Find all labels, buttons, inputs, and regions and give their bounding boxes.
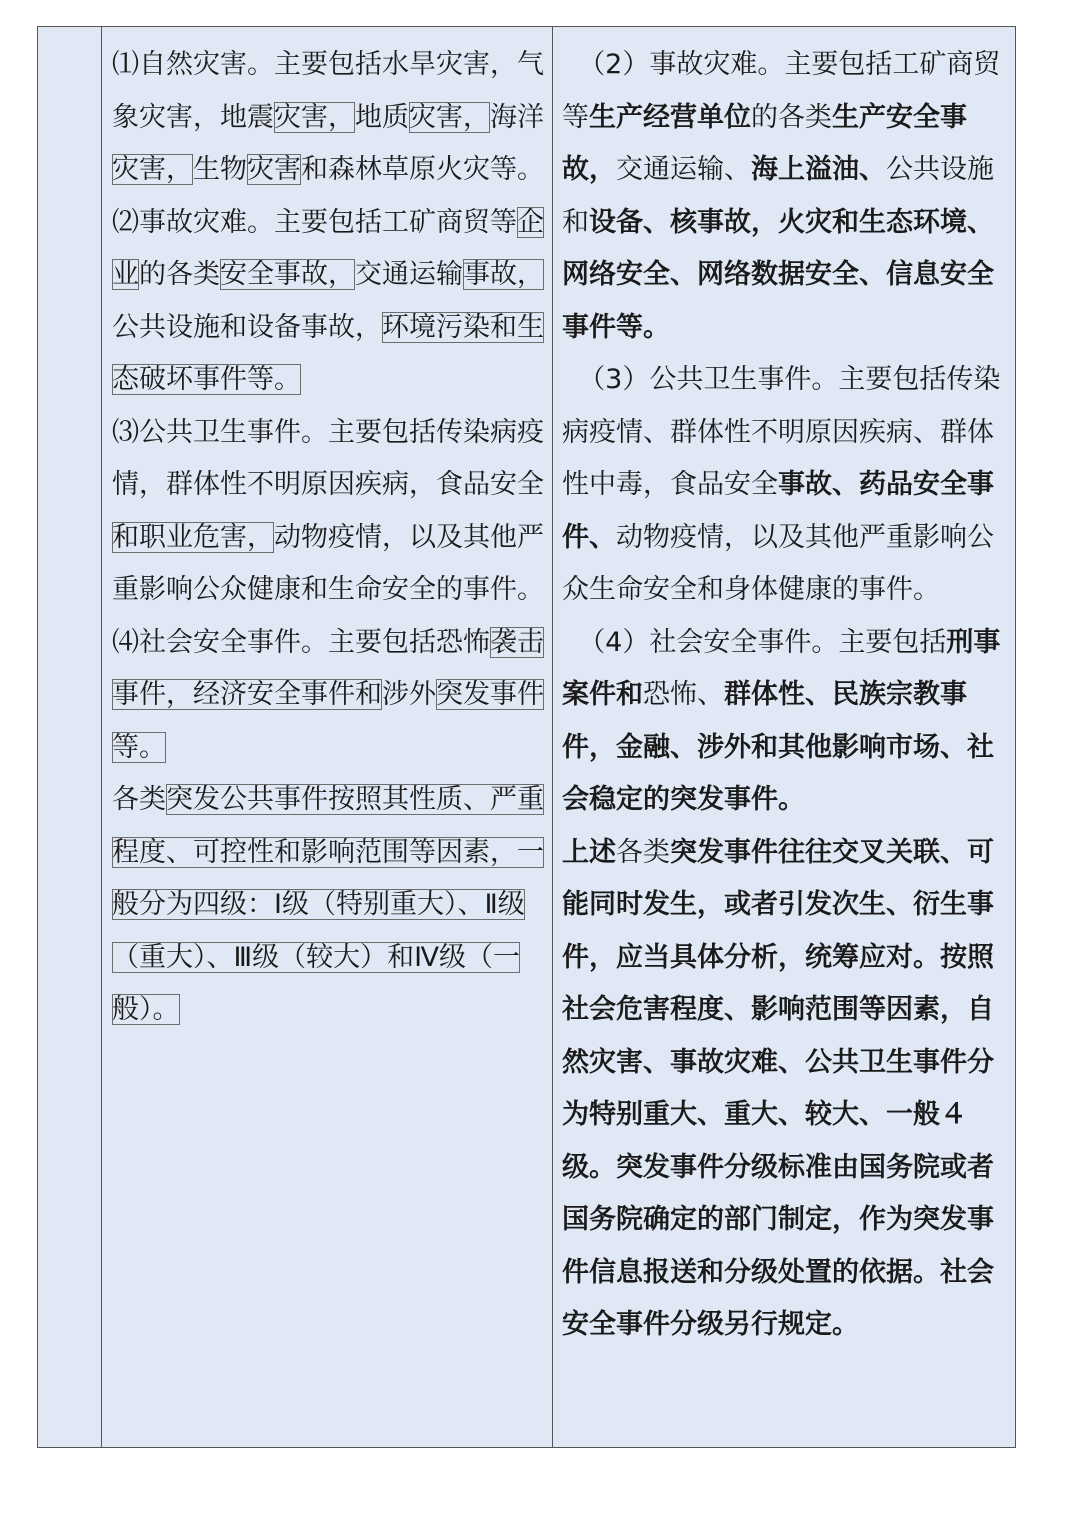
revised-paragraph — [562, 617, 1010, 827]
text-run: 的各类 — [751, 101, 832, 133]
text-run: 的各类 — [139, 259, 220, 290]
bold-change-text: 突发事件往往交叉关联、可能同时发生，或者引发次生、衍生事件，应当具体分析，统筹应对。按照社会危害程度、影响范围等因素，自然灾害、事故灾难、公共卫生事件分为特别重大、重大、较大、一般４级。突发事件分级标准由国务院或者国务院确定的部门制定，作为突发事件信息报送和分级处置的依据。社会安全事件分级另行规定。 — [562, 836, 994, 1340]
original-paragraph — [112, 774, 548, 1037]
marked-change-text: 突发公共事件按照其性质、严重程度、可控性和影响范围等因素，一般分为四级：Ⅰ级（特别重大）、Ⅱ级（重大）、Ⅲ级（较大）和Ⅳ级（一般）。 — [112, 784, 544, 1025]
original-paragraph — [112, 39, 548, 197]
text-run: 各类 — [112, 784, 166, 815]
original-paragraph — [112, 407, 548, 617]
marked-change-text: 环境污染和生态破坏事件等。 — [112, 311, 544, 395]
original-paragraph — [112, 197, 548, 407]
revised-text-column — [553, 27, 1017, 1447]
revised-paragraph — [562, 354, 1010, 617]
original-paragraph — [112, 617, 548, 775]
revised-text — [562, 39, 1010, 1352]
text-run: （4）社会安全事件。主要包括 — [578, 626, 947, 658]
bold-change-text: 海上溢油、 — [751, 154, 886, 185]
text-run: 海洋 — [490, 101, 544, 133]
text-run: 动物疫情，以及其他严重影响公众健康和生命安全的事件。 — [112, 521, 544, 605]
marked-change-text: 灾害， — [112, 154, 193, 185]
text-run: 交通运输 — [355, 259, 463, 290]
revised-paragraph — [562, 39, 1010, 354]
marked-change-text: 灾害， — [274, 101, 355, 133]
text-run: 公共设施和 — [562, 154, 994, 238]
bold-change-text: 生产安全事故， — [562, 101, 967, 185]
revised-paragraph — [562, 827, 1010, 1352]
text-run: 恐怖、 — [643, 679, 724, 710]
text-run: 和森林草原火灾等。 — [301, 154, 544, 185]
text-run: ⑵事故灾难。主要包括工矿商贸等 — [112, 206, 517, 238]
marked-change-text: 安全事故， — [220, 259, 355, 290]
bold-change-text: 刑事案件和 — [562, 626, 1001, 710]
bold-change-text: 事故、药品安全事件、 — [562, 469, 994, 553]
marked-change-text: 和职业危害， — [112, 521, 274, 553]
text-run: 公共设施和设备事故， — [112, 311, 382, 343]
bold-change-text: 上述 — [562, 836, 616, 868]
marked-change-text: 事故， — [463, 259, 544, 290]
text-run: 动物疫情，以及其他严重影响公众生命安全和身体健康的事件。 — [562, 521, 994, 605]
text-run: ⑶公共卫生事件。主要包括传染病疫情，群体性不明原因疾病，食品安全 — [112, 416, 544, 500]
text-run: ⑴自然灾害。主要包括水旱灾害，气象灾害，地震 — [112, 49, 544, 133]
text-run: 地质 — [355, 101, 409, 133]
marked-change-text: 灾害， — [409, 101, 490, 133]
original-text — [112, 39, 548, 1037]
text-run: 涉外 — [382, 679, 436, 710]
text-run: 生物 — [193, 154, 247, 185]
marked-change-text: 袭击事件，经济安全事件和 — [112, 626, 544, 710]
bold-change-text: 生产经营单位 — [589, 101, 751, 133]
text-run: （3）公共卫生事件。主要包括传染病疫情、群体性不明原因疾病、群体性中毒，食品安全 — [562, 364, 1001, 500]
text-run: （2）事故灾难。主要包括工矿商贸等 — [562, 49, 1001, 133]
marked-change-text: 突发事件等。 — [112, 679, 544, 763]
marked-change-text: 企业 — [112, 206, 544, 290]
text-run: 各类 — [616, 836, 670, 868]
blank-column — [38, 27, 102, 1447]
comparison-table — [37, 26, 1016, 1448]
text-run: 交通运输、 — [616, 154, 751, 185]
bold-change-text: 设备、核事故，火灾和生态环境、网络安全、网络数据安全、信息安全事件等。 — [562, 206, 994, 343]
bold-change-text: 群体性、民族宗教事件，金融、涉外和其他影响市场、社会稳定的突发事件。 — [562, 679, 994, 815]
text-run: ⑷社会安全事件。主要包括恐怖 — [112, 626, 490, 658]
marked-change-text: 灾害 — [247, 154, 301, 185]
original-text-column — [102, 27, 553, 1447]
